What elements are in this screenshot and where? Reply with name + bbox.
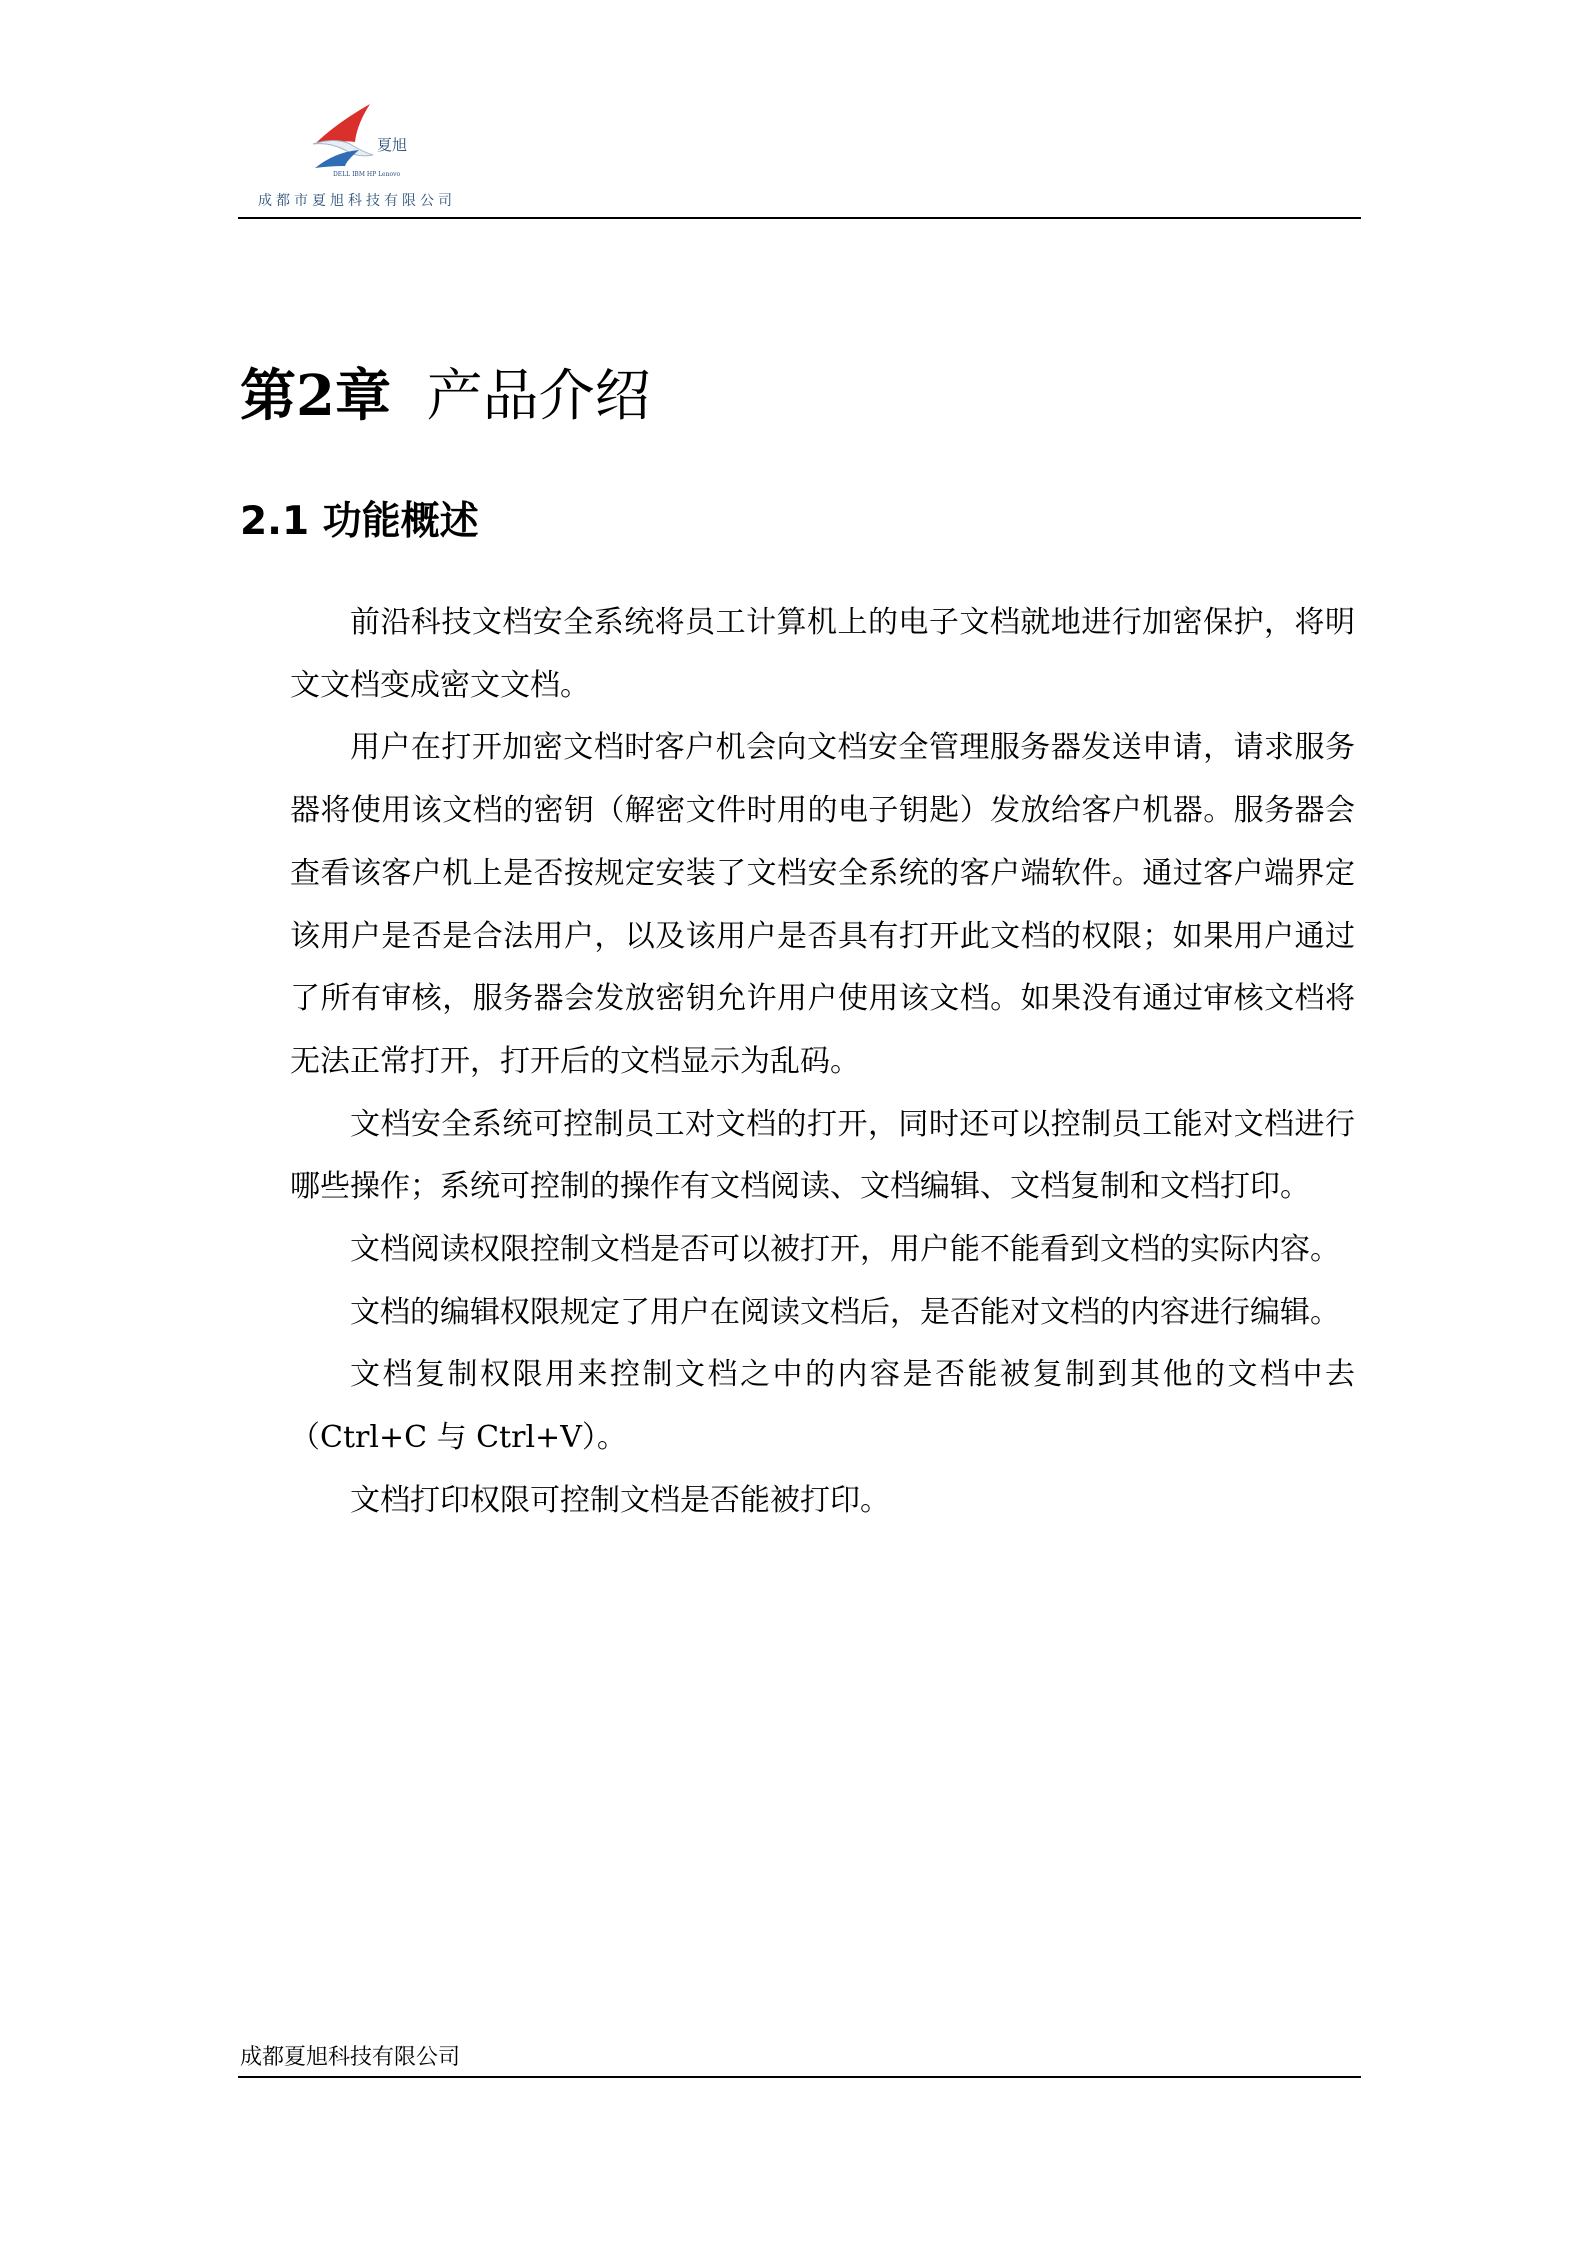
footer-rule bbox=[238, 2076, 1361, 2078]
body-text bbox=[290, 592, 1355, 1533]
footer-company-name: 成都夏旭科技有限公司 bbox=[240, 2045, 461, 2070]
logo-text: 夏旭 bbox=[377, 136, 408, 154]
chapter-name: 产品介绍 bbox=[426, 364, 651, 429]
logo-swoosh-icon bbox=[255, 100, 465, 180]
chapter-number: 第2章 bbox=[240, 363, 391, 429]
paragraph: 前沿科技文档安全系统将员工计算机上的电子文档就地进行加密保护，将明文文档变成密文文档。 bbox=[290, 605, 1355, 703]
paragraph: 用户在打开加密文档时客户机会向文档安全管理服务器发送申请，请求服务器将使用该文档的密钥（解密文件时用的电子钥匙）发放给客户机器。服务器会查看该客户机上是否按规定安装了文档安全系统的客户端软件。通过客户端界定该用户是否是合法用户，以及该用户是否具有打开此文档的权限；如果用户通过了所有审核，服务器会发放密钥允许用户使用该文档。如果没有通过审核文档将无法正常打开，打开后的文档显示为乱码。 bbox=[290, 730, 1355, 1079]
header-rule bbox=[238, 217, 1361, 219]
logo-brands: DELL IBM HP Lenovo bbox=[333, 171, 401, 178]
chapter-title bbox=[240, 352, 651, 432]
paragraph: 文档安全系统可控制员工对文档的打开，同时还可以控制员工能对文档进行哪些操作；系统可控制的操作有文档阅读、文档编辑、文档复制和文档打印。 bbox=[290, 1106, 1355, 1205]
paragraph: 文档打印权限可控制文档是否能被打印。 bbox=[350, 1482, 890, 1518]
paragraph: 文档复制权限用来控制文档之中的内容是否能被复制到其他的文档中去（Ctrl+C 与 Ctrl+V）。 bbox=[290, 1357, 1355, 1456]
paragraph: 文档阅读权限控制文档是否可以被打开，用户能不能看到文档的实际内容。 bbox=[350, 1232, 1340, 1268]
section-title: 2.1 功能概述 bbox=[240, 499, 479, 544]
header-company-name: 成都市夏旭科技有限公司 bbox=[258, 193, 456, 209]
company-logo bbox=[255, 100, 465, 180]
paragraph: 文档的编辑权限规定了用户在阅读文档后，是否能对文档的内容进行编辑。 bbox=[350, 1294, 1340, 1330]
